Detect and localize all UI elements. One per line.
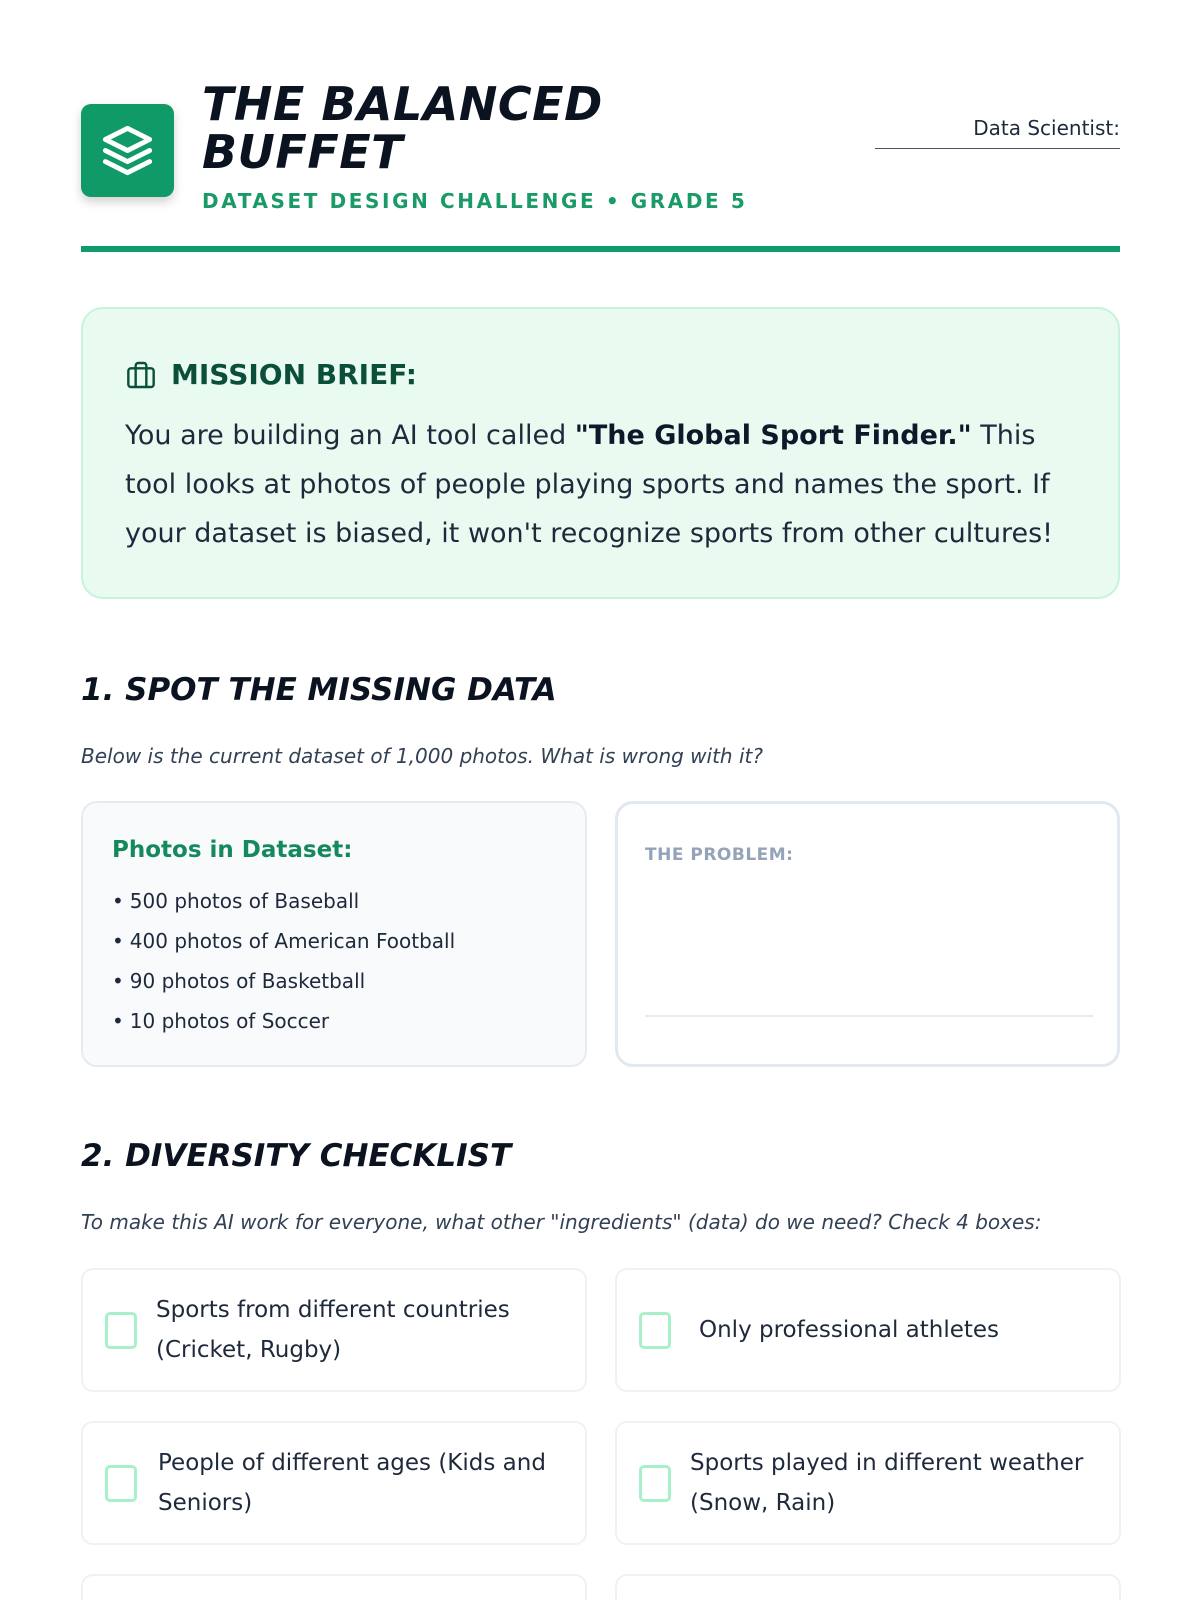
page-title	[202, 77, 603, 179]
list-item: • 500 photos of Baseball	[112, 889, 360, 913]
section-2-title: 2. DIVERSITY CHECKLIST	[81, 1138, 512, 1174]
list-item: • 10 photos of Soccer	[112, 1009, 330, 1033]
mission-brief-box	[81, 307, 1120, 599]
problem-label: THE PROBLEM:	[645, 845, 794, 865]
checklist-item[interactable]	[81, 1574, 587, 1600]
data-scientist-label: Data Scientist:	[973, 116, 1120, 140]
mission-text-intro: You are building an AI tool called	[125, 420, 575, 451]
checklist-item[interactable]	[615, 1268, 1121, 1392]
dataset-card-title: Photos in Dataset:	[112, 837, 353, 863]
list-item: • 90 photos of Basketball	[112, 969, 366, 993]
dataset-card	[81, 801, 587, 1067]
checklist-item[interactable]	[81, 1421, 587, 1545]
checklist-item-label: Sports played in different weather (Snow, Rain)	[690, 1450, 1084, 1516]
page-header	[81, 78, 1120, 254]
header-divider	[81, 246, 1120, 252]
checklist-item-label: People of different ages (Kids and Seniors)	[158, 1450, 546, 1516]
checkbox[interactable]	[639, 1312, 671, 1349]
mission-brief-title: MISSION BRIEF:	[171, 358, 417, 391]
problem-answer-line[interactable]	[645, 1015, 1093, 1017]
bullet-icon: •	[112, 889, 124, 913]
list-item: • 400 photos of American Football	[112, 929, 456, 953]
checkbox[interactable]	[639, 1465, 671, 1502]
checkbox[interactable]	[105, 1465, 137, 1502]
checklist-item[interactable]	[615, 1574, 1121, 1600]
tool-name: "The Global Sport Finder."	[574, 420, 972, 451]
bullet-icon: •	[112, 929, 124, 953]
checklist-item[interactable]	[615, 1421, 1121, 1545]
layers-icon	[98, 121, 157, 180]
data-scientist-name-line[interactable]	[875, 148, 1120, 149]
checklist-item[interactable]	[81, 1268, 587, 1392]
problem-answer-box[interactable]	[615, 801, 1120, 1067]
bullet-icon: •	[112, 1009, 124, 1033]
checkbox[interactable]	[105, 1312, 137, 1349]
dataset-list	[112, 886, 455, 1046]
checklist-item-label: Sports from different countries (Cricket, Rugby)	[156, 1297, 510, 1363]
section-1-description: Below is the current dataset of 1,000 photos. What is wrong with it?	[81, 744, 763, 768]
mission-brief-header	[125, 358, 417, 391]
title-line-2: BUFFET	[202, 125, 404, 179]
section-1-title: 1. SPOT THE MISSING DATA	[81, 672, 557, 708]
mission-text-rest: This tool looks at photos of people playing sports and names the sport. If your dataset is biased, it won't recognize sports from other cultures!	[125, 420, 1054, 549]
page-subtitle: DATASET DESIGN CHALLENGE • GRADE 5	[202, 189, 748, 213]
mission-brief-text	[125, 411, 1085, 558]
title-line-1: THE BALANCED	[202, 77, 603, 131]
bullet-icon: •	[112, 969, 124, 993]
checklist-item-label: Only professional athletes	[699, 1317, 1000, 1343]
briefcase-icon	[125, 359, 157, 391]
logo	[81, 104, 174, 197]
section-2-description: To make this AI work for everyone, what other "ingredients" (data) do we need? Check 4 boxes:	[81, 1210, 1042, 1234]
